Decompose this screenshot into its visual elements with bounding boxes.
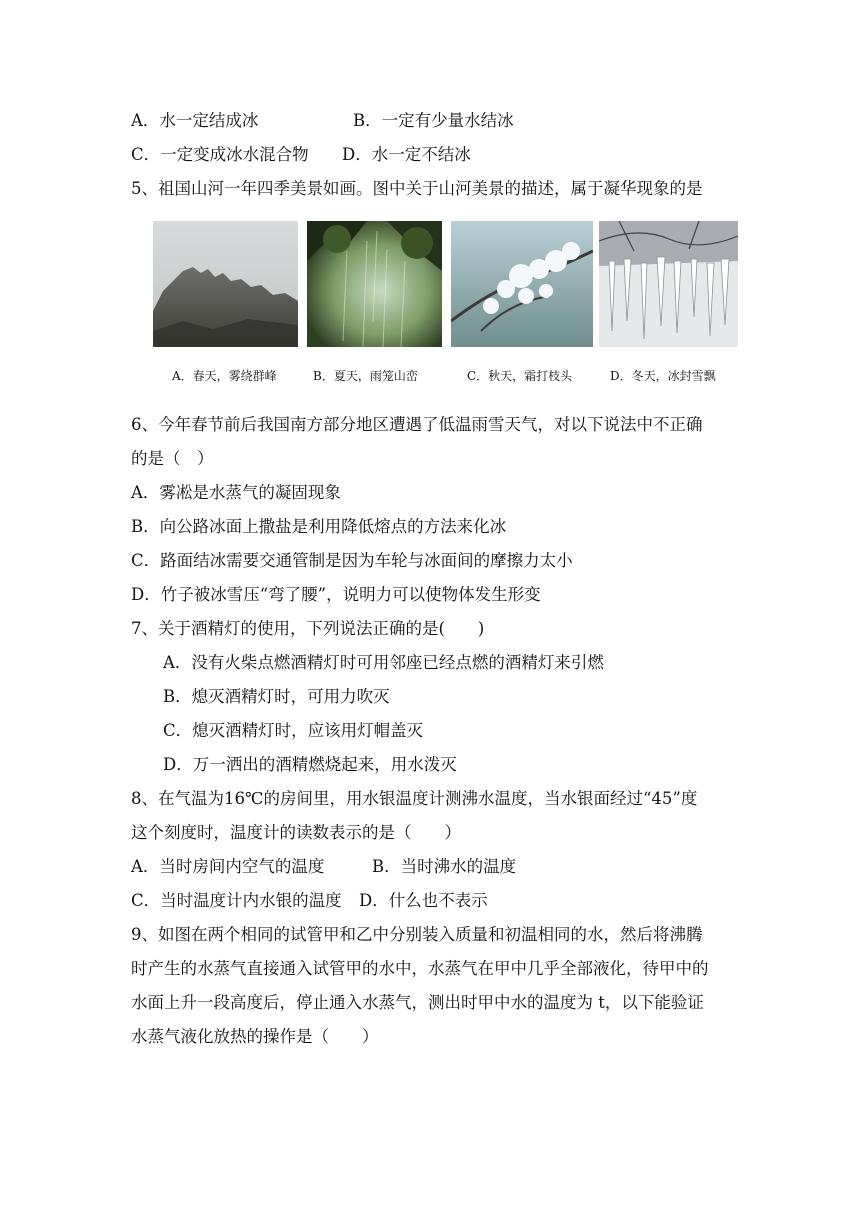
- q5-caption-a: A．春天，雾绕群峰: [172, 369, 277, 383]
- q8-stem-line2: 这个刻度时，温度计的读数表示的是（ ）: [131, 823, 461, 842]
- q6-option-b: B．向公路冰面上撒盐是利用降低熔点的方法来化冰: [131, 517, 507, 536]
- q5-photo-summer-rain: [307, 221, 442, 347]
- q5-photo-winter-ice: [599, 221, 738, 347]
- q4-option-d: D．水一定不结冰: [342, 145, 471, 164]
- q4-option-b: B．一定有少量水结冰: [353, 111, 514, 130]
- q8-stem-line1: 8、在气温为16℃的房间里，用水银温度计测沸水温度，当水银面经过“45”度: [131, 789, 698, 808]
- q8-option-a: A．当时房间内空气的温度: [131, 857, 325, 876]
- q4-option-a: A．水一定结成冰: [131, 111, 259, 130]
- q5-stem: 5、祖国山河一年四季美景如画。图中关于山河美景的描述，属于凝华现象的是: [131, 179, 703, 198]
- q5-caption-c: C．秋天，霜打枝头: [467, 369, 573, 383]
- q6-option-a: A．雾凇是水蒸气的凝固现象: [131, 483, 341, 502]
- q5-photo-autumn-frost: [451, 221, 593, 347]
- q6-stem-line2: 的是（ ）: [131, 449, 214, 468]
- q7-option-d: D．万一洒出的酒精燃烧起来，用水泼灭: [163, 755, 457, 774]
- q8-option-c: C．当时温度计内水银的温度: [131, 891, 342, 910]
- q8-option-b: B．当时沸水的温度: [372, 857, 517, 876]
- q7-option-a: A．没有火柴点燃酒精灯时可用邻座已经点燃的酒精灯来引燃: [163, 653, 604, 672]
- q9-line3: 水面上升一段高度后，停止通入水蒸气，测出时甲中水的温度为 t，以下能验证: [131, 993, 704, 1012]
- q6-option-d: D．竹子被冰雪压“弯了腰”，说明力可以使物体发生形变: [131, 585, 541, 604]
- q7-stem: 7、关于酒精灯的使用，下列说法正确的是( ): [131, 619, 485, 638]
- q6-option-c: C．路面结冰需要交通管制是因为车轮与冰面间的摩擦力太小: [131, 551, 573, 570]
- q9-line2: 时产生的水蒸气直接通入试管甲的水中，水蒸气在甲中几乎全部液化，待甲中的: [131, 959, 709, 978]
- q8-option-d: D．什么也不表示: [359, 891, 488, 910]
- q6-stem-line1: 6、今年春节前后我国南方部分地区遭遇了低温雨雪天气，对以下说法中不正确: [131, 415, 703, 434]
- q5-photo-spring-mist: [153, 221, 298, 347]
- q7-option-c: C．熄灭酒精灯时，应该用灯帽盖灭: [163, 721, 424, 740]
- q9-line1: 9、如图在两个相同的试管甲和乙中分别装入质量和初温相同的水，然后将沸腾: [131, 925, 703, 944]
- q5-caption-b: B．夏天，雨笼山峦: [313, 369, 418, 383]
- q4-option-c: C．一定变成冰水混合物: [131, 145, 309, 164]
- q7-option-b: B．熄灭酒精灯时，可用力吹灭: [163, 687, 390, 706]
- q5-photo-strip: [153, 221, 738, 347]
- q9-line4: 水蒸气液化放热的操作是（ ）: [131, 1027, 379, 1046]
- q5-caption-d: D．冬天，冰封雪飘: [610, 369, 716, 383]
